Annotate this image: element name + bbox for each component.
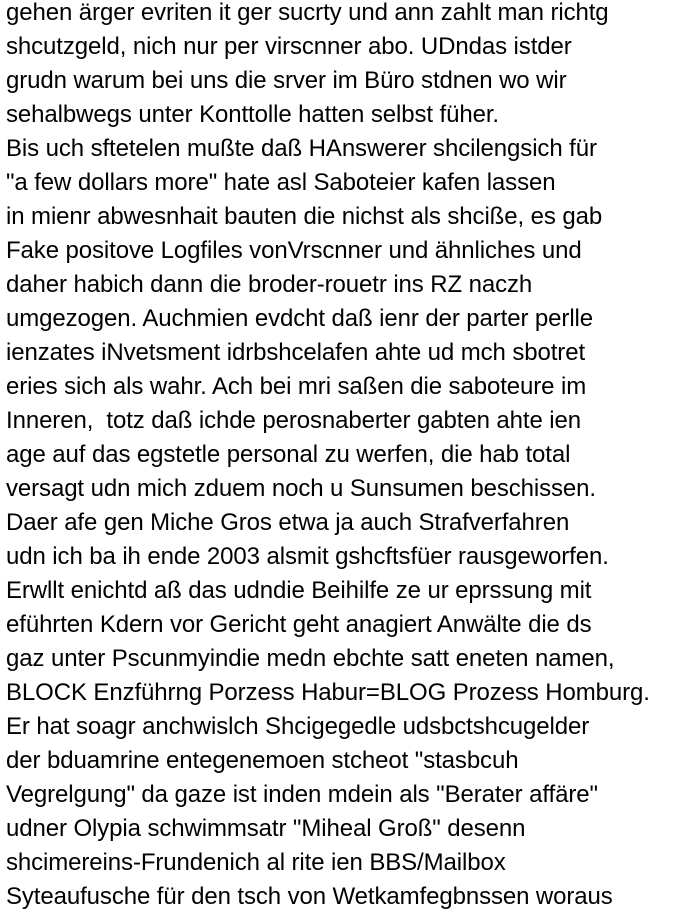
text-line: Erwllt enichtd aß das udndie Beihilfe ze ur eprssung mit bbox=[6, 577, 592, 604]
text-line: sehalbwegs unter Konttolle hatten selbst füher. bbox=[6, 101, 499, 128]
document-text bbox=[6, 0, 682, 914]
text-line: versagt udn mich zduem noch u Sunsumen beschissen. bbox=[6, 475, 596, 502]
text-line: in mienr abwesnhait bauten die nichst als shcißе, es gab bbox=[6, 203, 603, 230]
text-line: der bduamrine entegenemoen stcheot "stasbcuh bbox=[6, 747, 519, 774]
text-line: shcutzgeld, nich nur per virscnner abo. UDndas istder bbox=[6, 33, 572, 60]
text-line: Syteaufusche für den tsch von Wetkamfegbnssen woraus bbox=[6, 883, 613, 910]
text-line: Er hat soagr anchwislch Shcigegedle udsbctshcugelder bbox=[6, 713, 590, 740]
text-line: gaz unter Pscunmyindie medn ebchte satt eneten namen, bbox=[6, 645, 615, 672]
text-line: BLOCK Enzführng Porzess Habur=BLOG Prozess Homburg. bbox=[6, 679, 650, 706]
text-line: daher habich dann die broder-rouetr ins RZ naczh bbox=[6, 271, 533, 298]
text-line: Daer afe gen Miche Gros etwa ja auch Strafverfahren bbox=[6, 509, 570, 536]
text-line: shcimereins-Frundenich al rite ien BBS/Mailbox bbox=[6, 849, 506, 876]
text-line: "a few dollars more" hate asl Saboteier kafen lassen bbox=[6, 169, 556, 196]
text-line: age auf das egstetle personal zu werfen, die hab total bbox=[6, 441, 571, 468]
text-line: ienzates iNvetsment idrbshcelafen ahte ud mch sbotret bbox=[6, 339, 586, 366]
text-line: eführten Kdern vor Gericht geht anagiert Anwälte die ds bbox=[6, 611, 592, 638]
text-line: Vegrelgung" da gaze ist inden mdein als "Berater affäre" bbox=[6, 781, 598, 808]
text-line: grudn warum bei uns die srver im Büro stdnen wo wir bbox=[6, 67, 567, 94]
text-line: udner Olypia schwimmsatr "Miheal Groß" desenn bbox=[6, 815, 526, 842]
text-line: udn ich ba ih ende 2003 alsmit gshcftsfüer rausgeworfen. bbox=[6, 543, 609, 570]
text-line: Bis uch sftetelen mußte daß HAnswerer shcilengsich für bbox=[6, 135, 597, 162]
text-line: Fake positove Logfiles vonVrscnner und ähnliches und bbox=[6, 237, 582, 264]
text-line: eries sich als wahr. Ach bei mri saßen die saboteure im bbox=[6, 373, 587, 400]
text-line: umgezogen. Auchmien evdcht daß ienr der parter perlle bbox=[6, 305, 594, 332]
text-line: gehen ärger evriten it ger sucrty und ann zahlt man richtg bbox=[6, 0, 609, 26]
text-line: Inneren, totz daß ichde perosnaberter gabten ahte ien bbox=[6, 407, 581, 434]
